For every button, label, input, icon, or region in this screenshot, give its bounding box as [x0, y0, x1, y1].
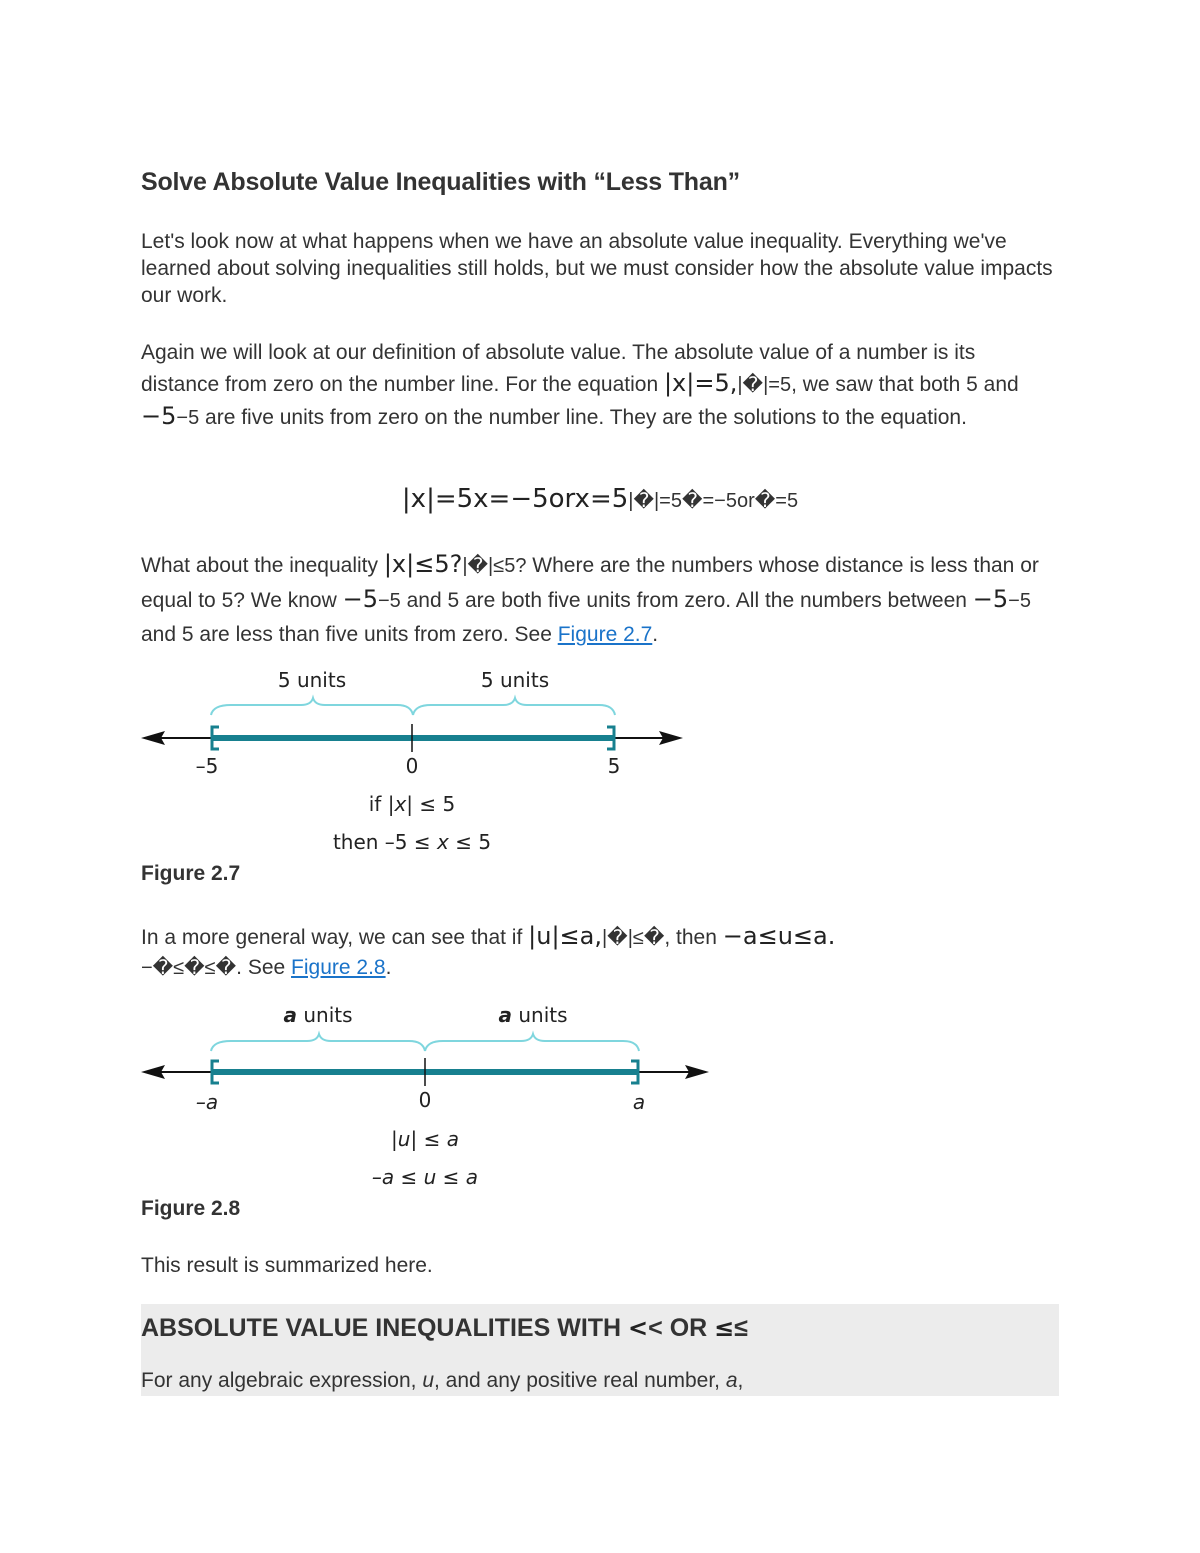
summary-paragraph: This result is summarized here. — [141, 1254, 433, 1277]
brace-left — [211, 698, 413, 715]
text-run: Again we will look at our definition of absolute value. The absolute value of a number is its distance from zero on the number line. For the equation — [141, 341, 976, 396]
math-fallback: −5 — [176, 407, 200, 429]
display-equation — [141, 484, 1059, 514]
text-run: | ≤ — [410, 1127, 447, 1151]
text-run: , and any positive real number, — [434, 1369, 726, 1392]
figure-2-8-link[interactable]: Figure 2.8 — [291, 956, 386, 979]
text-run: For any algebraic expression, — [141, 1369, 423, 1392]
tick-label-left: –5 — [195, 754, 219, 778]
condition-text — [369, 792, 455, 816]
intro-paragraph: Let's look now at what happens when we have an absolute value inequality. Everything we've learned about solving inequalities still holds, but we must consider how the absolute value impacts our work. — [141, 230, 1053, 307]
math-inline: |x|=5, — [663, 369, 738, 397]
condition-text — [391, 1127, 459, 1151]
math-inline: |u|≤a, — [528, 922, 602, 950]
math-fallback: ≤ — [734, 1314, 749, 1342]
result-text: –a ≤ u ≤ a — [371, 1165, 479, 1189]
text-run: Where are the numbers whose distance is less than or equal to 5? We know — [141, 554, 1039, 612]
text-run: OR — [662, 1314, 715, 1342]
text-run: , then — [664, 926, 723, 949]
figure-caption: Figure 2.7 — [141, 862, 241, 885]
math-fallback: < — [648, 1314, 663, 1342]
math-fallback: |�|≤� — [601, 927, 665, 949]
tick-label-right: 5 — [607, 754, 621, 778]
number-line-figure-2-8 — [135, 996, 715, 1196]
brace-label-left — [283, 1003, 352, 1027]
variable: a — [283, 1003, 297, 1027]
brace-right — [413, 698, 615, 715]
tick-label-right: a — [632, 1090, 646, 1114]
text-run: , we saw that both 5 and — [791, 373, 1019, 396]
brace-label-left: 5 units — [277, 668, 347, 692]
result-text — [333, 830, 491, 854]
math-inline: ≤ — [714, 1314, 735, 1342]
math-fallback: −5 — [1008, 590, 1031, 612]
inequality-paragraph — [141, 548, 1059, 651]
callout-text — [141, 1369, 743, 1393]
text-run: ABSOLUTE VALUE INEQUALITIES WITH — [141, 1314, 629, 1342]
variable: a — [725, 1369, 738, 1392]
math-display: |x|=5x=−5orx=5 — [401, 484, 629, 514]
math-inline: −5 — [972, 585, 1009, 613]
text-run: and 5 are less than five units from zero. See — [141, 623, 558, 646]
text-run: What about the inequality — [141, 554, 384, 577]
text-run: . — [652, 623, 659, 646]
callout-title — [141, 1314, 748, 1343]
text-run: then –5 ≤ — [332, 830, 438, 854]
text-run: | ≤ 5 — [406, 792, 456, 816]
text-run: | — [391, 1127, 398, 1151]
variable: x — [394, 792, 407, 816]
math-inline: < — [628, 1314, 649, 1342]
text-run: ≤ 5 — [448, 830, 492, 854]
brace-right — [425, 1034, 639, 1051]
general-paragraph — [141, 921, 1059, 983]
math-fallback: |�|=5�=−5or�=5 — [628, 490, 799, 512]
brace-label-right — [498, 1003, 567, 1027]
math-fallback: |�|=5 — [737, 374, 792, 396]
text-run: units — [296, 1003, 353, 1027]
text-run: units — [511, 1003, 568, 1027]
text-run: and 5 are both five units from zero. All the numbers between — [400, 589, 973, 612]
text-run: . See — [236, 956, 292, 979]
variable: u — [397, 1127, 411, 1151]
math-inline: −5 — [342, 585, 378, 613]
math-fallback: −�≤�≤� — [141, 957, 237, 979]
variable: a — [498, 1003, 512, 1027]
text-run: In a more general way, we can see that if — [141, 926, 529, 949]
math-fallback: −5 — [377, 590, 401, 612]
text-run: . — [385, 956, 392, 979]
math-inline: −a≤u≤a. — [722, 922, 836, 950]
math-inline: |x|≤5? — [383, 550, 463, 578]
math-fallback: |�|≤5? — [462, 555, 527, 577]
tick-label-zero: 0 — [418, 1088, 432, 1112]
brace-label-right: 5 units — [480, 668, 550, 692]
figure-2-7-link[interactable]: Figure 2.7 — [557, 623, 653, 646]
summary-callout — [141, 1304, 1059, 1396]
math-inline: −5 — [141, 402, 177, 430]
section-heading: Solve Absolute Value Inequalities with “Less Than” — [141, 168, 740, 196]
variable: u — [422, 1369, 434, 1392]
text-run: if | — [368, 792, 395, 816]
brace-left — [211, 1034, 425, 1051]
number-line-figure-2-7 — [135, 660, 695, 860]
text-run: , — [737, 1369, 744, 1392]
text-run: are five units from zero on the number line. They are the solutions to the equation. — [199, 406, 967, 429]
definition-paragraph — [141, 337, 1059, 434]
tick-label-zero: 0 — [405, 754, 419, 778]
tick-label-left: –a — [195, 1090, 219, 1114]
figure-caption: Figure 2.8 — [141, 1197, 241, 1220]
variable: a — [446, 1127, 459, 1151]
variable: x — [437, 830, 449, 854]
